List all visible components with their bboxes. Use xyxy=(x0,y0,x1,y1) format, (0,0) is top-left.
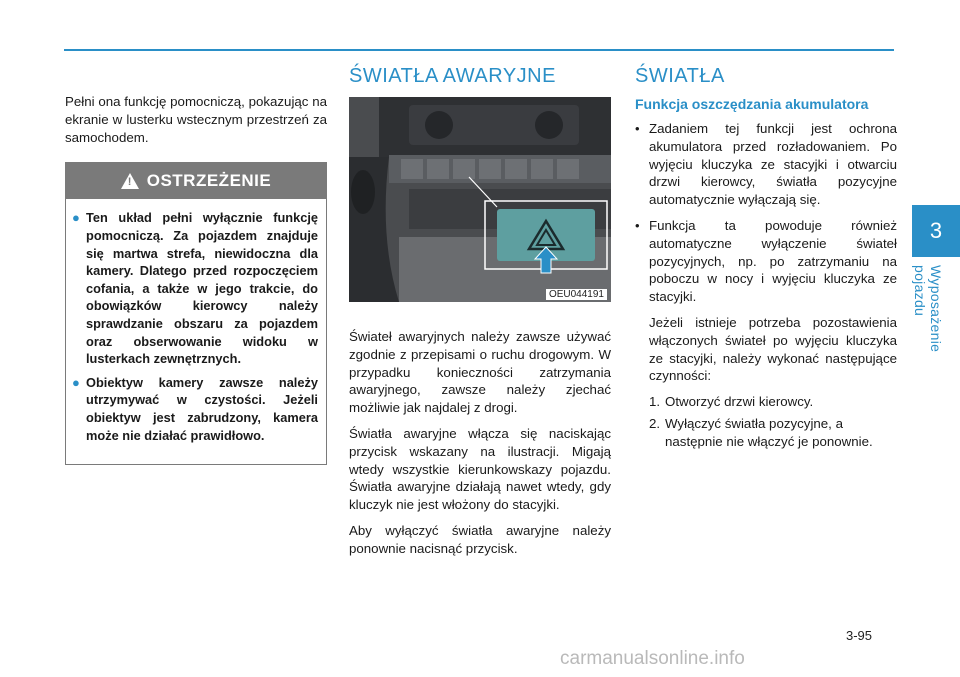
intro-paragraph: Pełni ona funkcję pomocniczą, pokazując na ekranie w lusterku wstecznym przestrzeń za samochodem. xyxy=(65,94,327,145)
hazard-paragraph: Światła awaryjne włącza się naciskając przycisk wskazany na ilustracji. Migają wtedy wszystkie kierunkowskazy pojazdu. Światła awaryjne działają nawet wtedy, gdy kluczyk nie jest włożony do stacyjki. xyxy=(349,425,611,513)
section-title-hazard: ŚWIATŁA AWARYJNE xyxy=(349,65,556,87)
warning-item-text: Obiektyw kamery zawsze należy utrzymywać w czystości. Jeżeli obiektyw jest zabrudzony, kamera może nie działać prawidłowo. xyxy=(86,374,318,443)
list-item-text: Zadaniem tej funkcji jest ochrona akumulatora przed rozładowaniem. Po wyjęciu kluczyka ze stacyjki i otwarciu drzwi kierowcy, światła pozycyjne automatycznie wyłączają się. xyxy=(649,121,897,208)
warning-header xyxy=(66,163,326,199)
step-item xyxy=(635,393,897,411)
bullet-icon: • xyxy=(635,121,640,136)
bullet-icon: • xyxy=(635,217,640,233)
step-item xyxy=(635,415,897,451)
list-item-text: Funkcja ta powoduje również automatyczne wyłączenie świateł pozycyjnych, np. po zatrzymaniu na poboczu w nocy i wyjęciu kluczyka ze stacyjki. xyxy=(649,217,897,305)
step-text: Otworzyć drzwi kierowcy. xyxy=(665,394,814,410)
list-item xyxy=(635,217,897,306)
warning-box xyxy=(65,162,327,465)
warning-body xyxy=(66,199,326,464)
warning-item xyxy=(72,374,318,444)
warning-triangle-icon: ! xyxy=(121,173,139,189)
step-number: 1. xyxy=(649,394,661,410)
watermark: carmanualsonline.info xyxy=(560,648,745,669)
chapter-title: Wyposażenie pojazdu xyxy=(912,265,944,353)
left-column xyxy=(65,93,327,465)
list-item xyxy=(635,120,897,209)
dashboard-photo xyxy=(349,97,611,302)
followup-paragraph: Jeżeli istnieje potrzeba pozostawienia włączonych świateł po wyjęciu kluczyka ze stacyjki, należy wykonać następujące czynności: xyxy=(649,314,897,384)
step-number: 2. xyxy=(649,415,661,431)
chapter-tab: 3 xyxy=(912,205,960,257)
warning-title: OSTRZEŻENIE xyxy=(146,171,272,191)
middle-column xyxy=(349,65,611,566)
header-rule xyxy=(64,49,894,51)
warning-item-text: Ten układ pełni wyłącznie funkcję pomocniczą. Za pojazdem znajduje się martwa strefa, niewidoczna dla kamery. Dlatego przed rozpoczęciem cofania, a także w jego trakcie, do obowiązków kierowcy należy sprawdzanie obszaru za pojazdem oraz obserwowanie widoku w lusterkach zewnętrznych. xyxy=(86,210,318,367)
bullet-icon: ● xyxy=(72,210,80,226)
right-column xyxy=(635,65,897,455)
warning-item xyxy=(72,209,318,367)
step-text: Wyłączyć światła pozycyjne, a następnie nie włączyć je ponownie. xyxy=(665,415,873,449)
figure-caption: OEU044191 xyxy=(546,289,607,300)
subsection-title: Funkcja oszczędzania akumulatora xyxy=(635,96,869,112)
hazard-paragraph: Aby wyłączyć światła awaryjne należy ponownie nacisnąć przycisk. xyxy=(349,522,611,556)
bullet-icon: ● xyxy=(72,374,80,390)
page-number: 3-95 xyxy=(846,628,873,643)
hazard-switch-illustration xyxy=(349,97,611,302)
section-title-lights: ŚWIATŁA xyxy=(635,65,725,87)
hazard-paragraph: Świateł awaryjnych należy zawsze używać zgodnie z przepisami o ruchu drogowym. W przypadku konieczności zatrzymania awaryjnego, zawsze należy zjechać możliwie jak najdalej z drogi. xyxy=(349,329,611,416)
